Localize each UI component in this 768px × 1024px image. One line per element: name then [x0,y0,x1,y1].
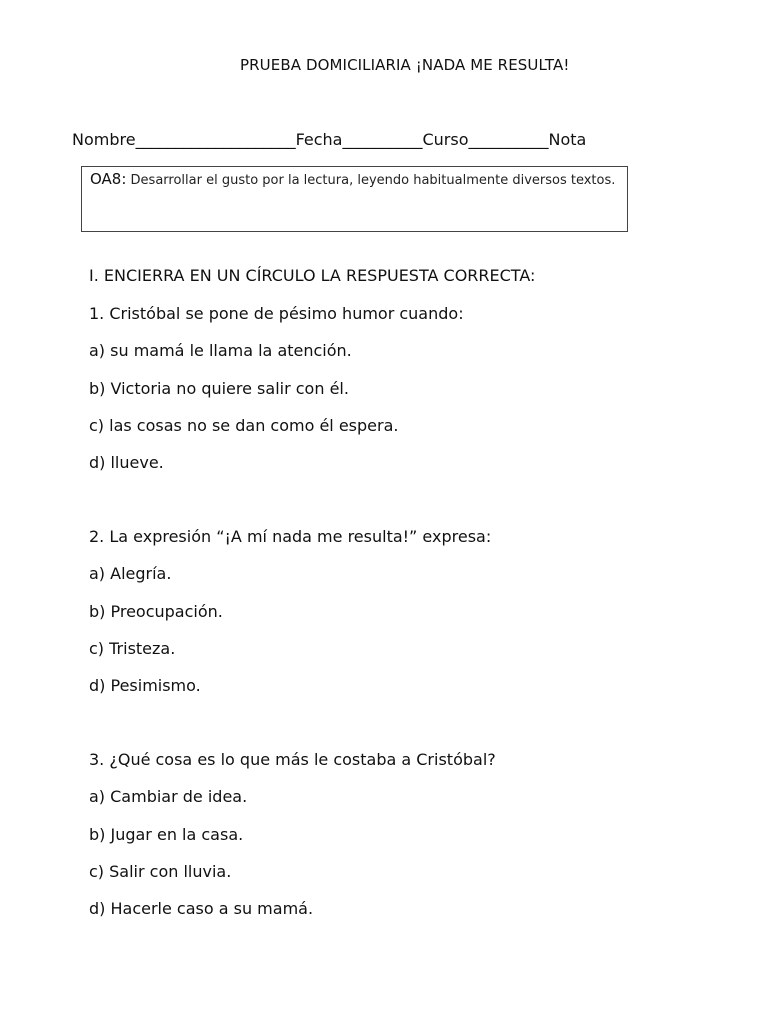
objective-text: Desarrollar el gusto por la lectura, leyendo habitualmente diversos textos. [130,173,616,188]
question-block [89,527,491,713]
answer-option: a) Cambiar de idea. [89,787,248,807]
objective-box [81,166,628,232]
answer-option: b) Victoria no quiere salir con él. [89,378,349,398]
answer-option: a) Alegría. [89,564,172,584]
question-prompt: 2. La expresión “¡A mí nada me resulta!” expresa: [89,527,492,546]
answer-option: a) su mamá le llama la atención. [89,341,352,361]
answer-option: d) Hacerle caso a su mamá. [89,899,314,919]
question-block [89,304,464,490]
section-title: I. ENCIERRA EN UN CÍRCULO LA RESPUESTA CORRECTA: [89,266,536,285]
page-title: PRUEBA DOMICILIARIA ¡NADA ME RESULTA! [240,56,570,74]
question-block [89,750,496,936]
question-prompt: 3. ¿Qué cosa es lo que más le costaba a Cristóbal? [89,750,496,769]
answer-option: d) llueve. [89,453,164,473]
answer-option: c) Salir con lluvia. [89,861,232,881]
objective-code: OA8: [90,170,127,188]
answer-option: c) las cosas no se dan como él espera. [89,415,399,435]
answer-option: b) Preocupación. [89,601,223,621]
question-prompt: 1. Cristóbal se pone de pésimo humor cuando: [89,304,464,323]
answer-option: c) Tristeza. [89,638,176,658]
answer-option: b) Jugar en la casa. [89,824,244,844]
student-info-line: Nombre____________________Fecha__________Curso__________Nota [72,130,587,149]
answer-option: d) Pesimismo. [89,676,201,696]
